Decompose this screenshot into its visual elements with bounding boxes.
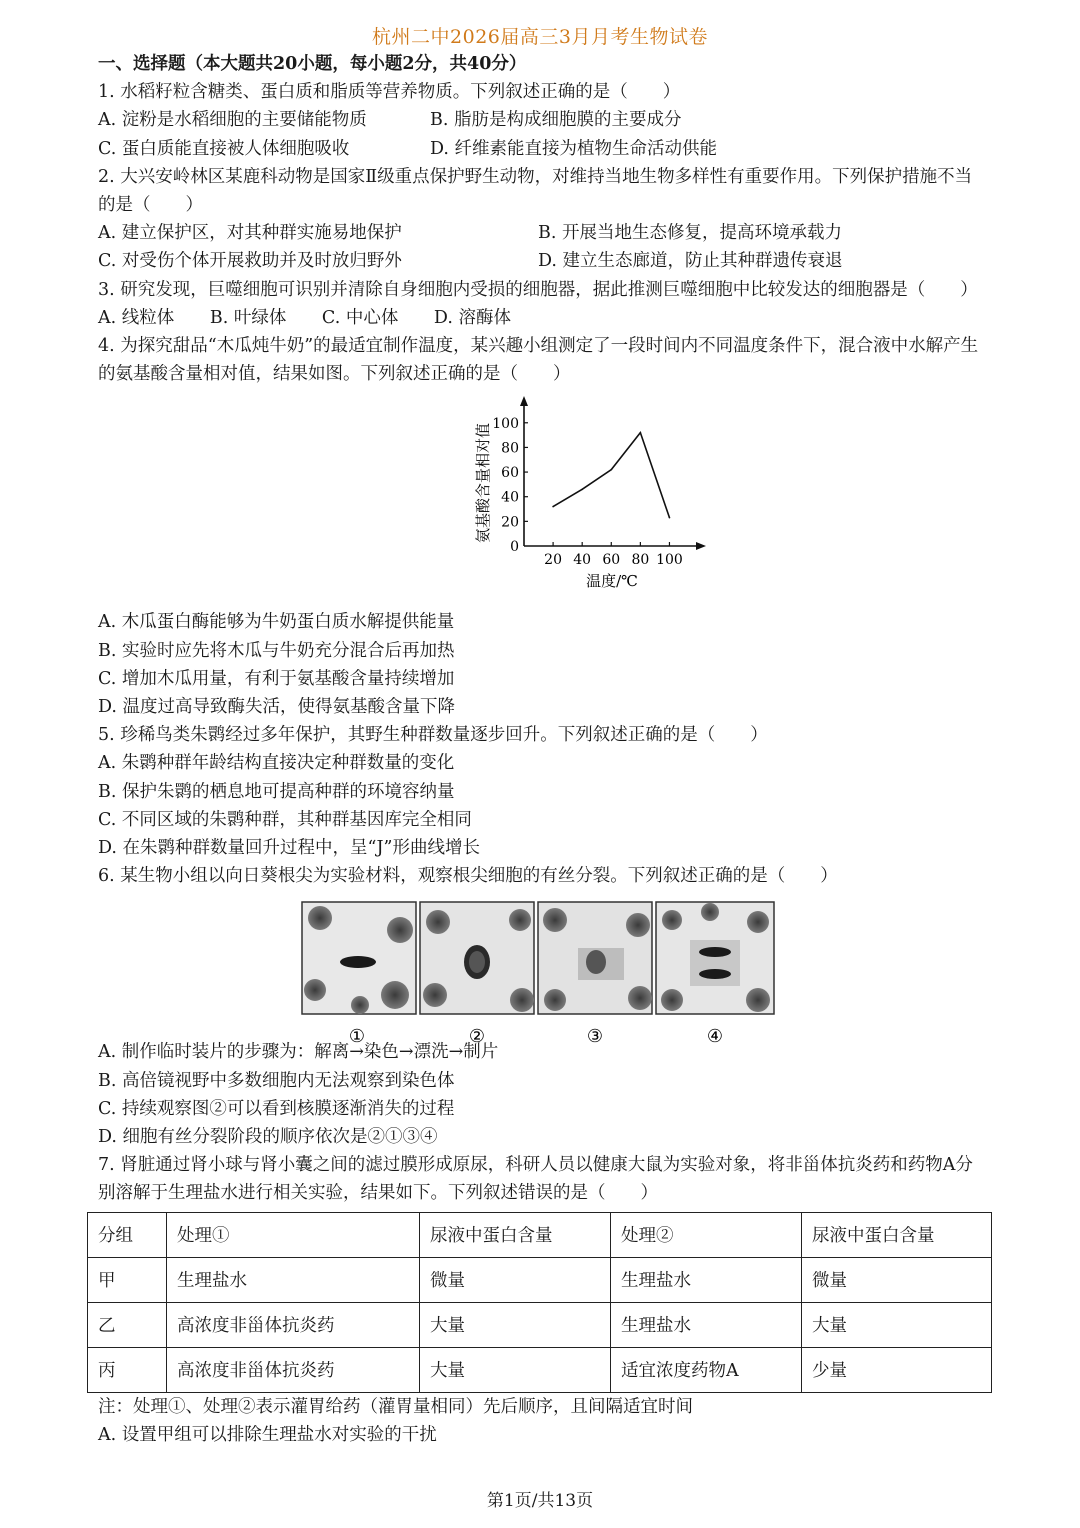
question-7-stem: 7. 肾脏通过肾小球与肾小囊之间的滤过膜形成原尿，科研人员以健康大鼠为实验对象，将非甾体抗炎药和药物A分别溶解于生理盐水进行相关实验，结果如下。下列叙述错误的是（ ）	[98, 1155, 973, 1204]
table-header-cell: 尿液中蛋白含量	[420, 1212, 611, 1257]
question-5-stem: 5. 珍稀鸟类朱鹮经过多年保护，其野生种群数量逐步回升。下列叙述正确的是（ ）	[98, 725, 768, 746]
table-cell: 微量	[420, 1257, 611, 1302]
x-tick-label: 40	[573, 552, 592, 569]
micrograph-4	[656, 902, 774, 1014]
q5-option-b: B. 保护朱鹮的栖息地可提高种群的环境容纳量	[98, 781, 455, 802]
table-cell: 高浓度非甾体抗炎药	[167, 1302, 420, 1347]
q4-option-c: C. 增加木瓜用量，有利于氨基酸含量持续增加	[98, 668, 455, 689]
q5-option-c: C. 不同区域的朱鹮种群，其种群基因库完全相同	[98, 809, 472, 830]
table-header-cell: 处理①	[167, 1212, 420, 1257]
x-tick-label: 60	[602, 552, 621, 569]
x-tick-label: 100	[656, 552, 683, 569]
micrograph-label-4: ④	[706, 1026, 724, 1048]
data-point	[552, 506, 554, 508]
table-row	[88, 1257, 992, 1302]
q5-option-d: D. 在朱鹮种群数量回升过程中，呈“J”形曲线增长	[98, 838, 480, 859]
q2-option-c: C. 对受伤个体开展救助并及时放归野外	[98, 251, 402, 272]
q1-option-a: A. 淀粉是水稻细胞的主要储能物质	[98, 110, 367, 131]
data-point	[640, 432, 642, 434]
q4-option-a: A. 木瓜蛋白酶能够为牛奶蛋白质水解提供能量	[98, 612, 455, 633]
table-cell: 丙	[88, 1347, 167, 1392]
q4-option-d: D. 温度过高导致酶失活，使得氨基酸含量下降	[98, 697, 456, 718]
micrograph-3	[538, 902, 652, 1014]
page-title: 杭州二中2026届高三3月月考生物试卷	[372, 26, 708, 48]
table-row	[88, 1302, 992, 1347]
q3-option-c: C. 中心体	[321, 307, 399, 328]
y-tick-label: 40	[501, 490, 519, 507]
x-axis-label: 温度/℃	[586, 572, 638, 591]
micrograph-label-1: ①	[348, 1026, 366, 1048]
table-cell: 适宜浓度药物A	[611, 1347, 802, 1392]
mitosis-micrographs	[300, 900, 780, 1050]
question-3-stem: 3. 研究发现，巨噬细胞可识别并清除自身细胞内受损的细胞器，据此推测巨噬细胞中比较发达的细胞器是（ ）	[98, 279, 978, 300]
question-2-options-row-2	[98, 247, 988, 275]
table-header-cell: 尿液中蛋白含量	[802, 1212, 992, 1257]
q6-option-c: C. 持续观察图②可以看到核膜逐渐消失的过程	[98, 1098, 455, 1119]
table-header-row	[88, 1212, 992, 1257]
y-tick-label: 60	[501, 465, 519, 482]
q2-option-b: B. 开展当地生态修复，提高环境承载力	[538, 223, 842, 244]
x-tick-label: 80	[631, 552, 650, 569]
table-cell: 微量	[802, 1257, 992, 1302]
page-footer: 第1页/共13页	[486, 1491, 594, 1511]
question-1-options-row-2	[98, 135, 988, 163]
table-cell: 甲	[88, 1257, 167, 1302]
x-axis-arrow	[696, 542, 706, 550]
section-heading: 一、选择题（本大题共20小题，每小题2分，共40分）	[98, 54, 527, 74]
table-cell: 大量	[802, 1302, 992, 1347]
temperature-chart	[98, 388, 988, 608]
table-cell: 乙	[88, 1302, 167, 1347]
data-point	[610, 469, 612, 471]
q1-option-d: D. 纤维素能直接为植物生命活动供能	[430, 138, 718, 159]
question-2-stem: 2. 大兴安岭林区某鹿科动物是国家Ⅱ级重点保护野生动物，对维持当地生物多样性有重要作用。下列保护措施不当的是（ ）	[98, 166, 973, 216]
data-point	[581, 489, 583, 491]
q7-option-a: A. 设置甲组可以排除生理盐水对实验的干扰	[98, 1424, 437, 1445]
table-cell: 生理盐水	[611, 1302, 802, 1347]
table-row	[88, 1347, 992, 1392]
q3-option-a: A. 线粒体	[98, 307, 175, 328]
micrograph-label-3: ③	[586, 1026, 604, 1048]
table-cell: 生理盐水	[167, 1257, 420, 1302]
y-axis-arrow	[520, 396, 528, 406]
micrograph-panel	[98, 890, 988, 1048]
micrograph-2	[420, 902, 534, 1014]
table-note: 注：处理①、处理②表示灌胃给药（灌胃量相同）先后顺序，且间隔适宜时间	[98, 1396, 693, 1417]
table-cell: 生理盐水	[611, 1257, 802, 1302]
q6-option-a: A. 制作临时装片的步骤为：解离→染色→漂洗→制片	[98, 1042, 499, 1063]
table-header-cell: 处理②	[611, 1212, 802, 1257]
line-chart	[366, 394, 806, 594]
q3-option-d: D. 溶酶体	[433, 307, 511, 328]
q4-option-b: B. 实验时应先将木瓜与牛奶充分混合后再加热	[98, 640, 455, 661]
question-1-stem: 1. 水稻籽粒含糖类、蛋白质和脂质等营养物质。下列叙述正确的是（ ）	[98, 82, 681, 103]
question-3-options	[98, 304, 988, 332]
table-cell: 大量	[420, 1302, 611, 1347]
table-header-cell: 分组	[88, 1212, 167, 1257]
q6-option-b: B. 高倍镜视野中多数细胞内无法观察到染色体	[98, 1070, 455, 1091]
table-cell: 高浓度非甾体抗炎药	[167, 1347, 420, 1392]
question-1-options-row-1	[98, 106, 988, 134]
table-cell: 大量	[420, 1347, 611, 1392]
q3-option-b: B. 叶绿体	[209, 307, 287, 328]
y-tick-label: 20	[501, 514, 519, 531]
x-tick-label: 20	[544, 552, 563, 569]
q1-option-c: C. 蛋白质能直接被人体细胞吸收	[98, 138, 350, 159]
question-6-stem: 6. 某生物小组以向日葵根尖为实验材料，观察根尖细胞的有丝分裂。下列叙述正确的是（ ）	[98, 866, 838, 887]
q2-option-d: D. 建立生态廊道，防止其种群遗传衰退	[538, 251, 843, 272]
data-line	[553, 433, 669, 518]
y-axis-label: 氨基酸含量相对值	[474, 423, 492, 544]
q1-option-b: B. 脂肪是构成细胞膜的主要成分	[430, 110, 682, 131]
micrograph-label-2: ②	[468, 1026, 486, 1048]
q2-option-a: A. 建立保护区，对其种群实施易地保护	[98, 223, 402, 244]
y-tick-label: 80	[501, 440, 519, 457]
question-4-stem: 4. 为探究甜品“木瓜炖牛奶”的最适宜制作温度，某兴趣小组测定了一段时间内不同温度条件下，混合液中水解产生的氨基酸含量相对值，结果如图。下列叙述正确的是（ ）	[98, 336, 979, 385]
y-tick-label: 100	[492, 416, 519, 433]
table-cell: 少量	[802, 1347, 992, 1392]
micrograph-1	[302, 902, 416, 1014]
q6-option-d: D. 细胞有丝分裂阶段的顺序依次是②①③④	[98, 1127, 438, 1148]
exam-content	[98, 50, 988, 1449]
data-point	[669, 517, 671, 519]
y-tick-label: 0	[510, 539, 519, 556]
question-2-options-row-1	[98, 219, 988, 247]
q5-option-a: A. 朱鹮种群年龄结构直接决定种群数量的变化	[98, 753, 455, 774]
results-table	[87, 1212, 992, 1393]
